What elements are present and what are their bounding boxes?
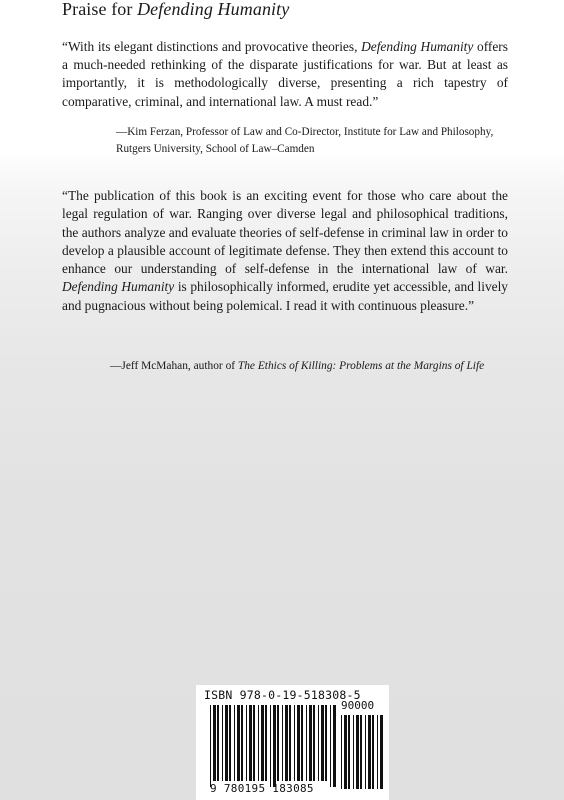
barcode-bar (356, 715, 359, 789)
praise-quote-ferzan (62, 38, 508, 111)
barcode-bar (225, 705, 228, 781)
barcode-bar (318, 705, 319, 781)
barcode-bar (222, 705, 223, 781)
barcode-bar (353, 715, 354, 789)
quote-text: “With its elegant distinctions and provocative theories, (62, 39, 362, 54)
barcode-bar (253, 705, 255, 781)
barcode-bar (360, 715, 362, 789)
barcode-bar (348, 715, 350, 789)
barcode-bar (213, 705, 216, 781)
attribution-prefix: —Jeff McMahan, author of (110, 360, 238, 372)
quote-text: is philosophically informed, erudite yet accessible, and lively and pugnacious without being polemical. I read it with continuous pleasure.” (62, 279, 508, 313)
barcode-bar (372, 715, 374, 789)
main-barcode-bars (210, 705, 336, 787)
isbn-barcode (196, 685, 389, 800)
barcode-bar (237, 705, 240, 781)
quote-text: “The publication of this book is an exciting event for those who care about the legal regulation of war. Ranging over diverse legal and philosophical traditions, the authors analyze and evaluate theories of self-defense in criminal law in order to develop a plausible account of legitimate defense. They then extend this account to enhance our understanding of self-defense in the international law of war. (62, 188, 508, 277)
barcode-bar (273, 705, 276, 787)
attribution-ferzan (116, 124, 493, 158)
barcode-bar (368, 715, 371, 789)
barcode-bar (241, 705, 243, 781)
quote-text: offers a much-needed rethinking of the disparate justifications for war. But at least as importantly, it is methodologically diverse, presenting a rich tapestry of comparative, criminal, and international law. A must read.” (62, 39, 508, 109)
barcode-bar (265, 705, 267, 781)
heading-book-title: Defending Humanity (137, 0, 290, 19)
barcode-bar (330, 705, 331, 787)
addon-barcode-bars (341, 715, 383, 789)
barcode-bar (277, 705, 279, 781)
attribution-line: —Kim Ferzan, Professor of Law and Co-Director, Institute for Law and Philosophy, (116, 126, 494, 138)
barcode-bar (377, 715, 378, 789)
heading-prefix: Praise for (62, 0, 138, 19)
barcode-bar (301, 705, 303, 781)
barcode-bar (285, 705, 288, 781)
praise-heading (62, 0, 289, 20)
attribution-book-title: The Ethics of Killing: Problems at the Margins of Life (237, 360, 485, 372)
barcode-bar (294, 705, 295, 781)
attribution-line: Rutgers University, School of Law–Camden (116, 143, 315, 155)
barcode-bar (341, 715, 342, 789)
praise-quote-mcmahan (62, 187, 508, 315)
barcode-digits: 9 780195 183085 (210, 782, 314, 795)
barcode-bar (210, 705, 211, 787)
barcode-bar (270, 705, 271, 787)
barcode-bar (321, 705, 324, 781)
barcode-bar (309, 705, 312, 781)
barcode-bar (249, 705, 252, 781)
barcode-bar (306, 705, 307, 781)
barcode-bar (234, 705, 235, 781)
barcode-bar (325, 705, 327, 781)
barcode-bar (229, 705, 231, 781)
barcode-bar (261, 705, 264, 781)
barcode-bar (246, 705, 247, 781)
barcode-bar (313, 705, 315, 781)
barcode-bar (258, 705, 259, 781)
barcode-bar (289, 705, 291, 781)
price-code: 90000 (341, 699, 375, 712)
barcode-bar (365, 715, 366, 789)
isbn-label: ISBN 978-0-19-518308-5 (204, 688, 361, 702)
barcode-bar (217, 705, 219, 781)
barcode-bar (380, 715, 383, 789)
barcode-bar (297, 705, 300, 781)
quote-book-title: Defending Humanity (62, 279, 175, 295)
attribution-mcmahan (110, 358, 484, 375)
barcode-bar (333, 705, 336, 787)
quote-book-title: Defending Humanity (361, 39, 474, 54)
barcode-bar (282, 705, 283, 781)
barcode-bar (344, 715, 347, 789)
